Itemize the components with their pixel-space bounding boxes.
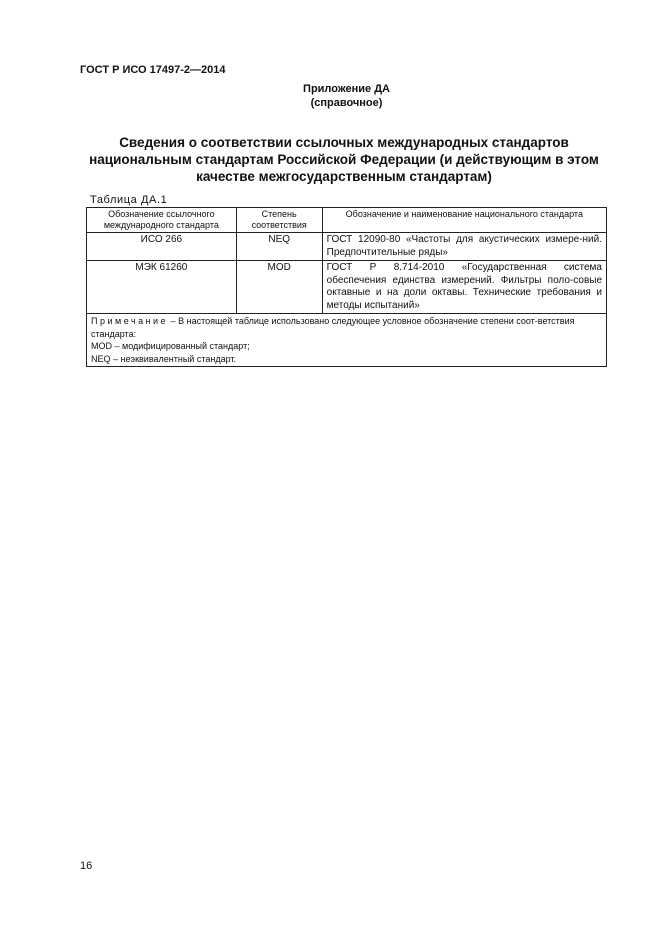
table-note bbox=[87, 314, 607, 367]
column-header-national: Обозначение и наименование национального стандарта bbox=[322, 208, 606, 233]
section-title-line-2: национальным стандартам Российской Федерации (и действующим в этом bbox=[89, 152, 599, 167]
table-row bbox=[87, 261, 607, 314]
note-label: Примечание bbox=[91, 316, 169, 326]
table-note-row bbox=[87, 314, 607, 367]
annex-subtitle: (справочное) bbox=[310, 97, 383, 109]
document-code: ГОСТ Р ИСО 17497-2—2014 bbox=[80, 64, 226, 76]
column-header-reference: Обозначение ссылочного международного стандарта bbox=[87, 208, 237, 233]
page-number: 16 bbox=[80, 860, 93, 872]
cell-degree: NEQ bbox=[236, 233, 322, 261]
annex-heading bbox=[0, 82, 661, 110]
note-neq-definition: NEQ – неэквивалентный стандарт. bbox=[91, 353, 237, 364]
section-title-line-3: качестве межгосударственным стандартам) bbox=[196, 169, 492, 184]
note-text: – В настоящей таблице использовано следующее условное обозначение степени соот-ветствия стандарта: bbox=[91, 316, 575, 339]
table-row bbox=[87, 233, 607, 261]
cell-national-standard: ГОСТ 12090-80 «Частоты для акустических измере-ний. Предпочтительные ряды» bbox=[322, 233, 606, 261]
cell-degree: MOD bbox=[236, 261, 322, 314]
correspondence-table bbox=[86, 207, 607, 367]
column-header-degree: Степень соответствия bbox=[236, 208, 322, 233]
table-header-row bbox=[87, 208, 607, 233]
table-caption: Таблица ДА.1 bbox=[90, 194, 168, 206]
section-title bbox=[80, 134, 608, 185]
section-title-line-1: Сведения о соответствии ссылочных международных стандартов bbox=[119, 135, 569, 150]
cell-reference-standard: МЭК 61260 bbox=[87, 261, 237, 314]
cell-national-standard: ГОСТ Р 8.714-2010 «Государственная система обеспечения единства измерений. Фильтры поло-совые октавные и на доли октавы. Технические требования и методы испытаний» bbox=[322, 261, 606, 314]
cell-reference-standard: ИСО 266 bbox=[87, 233, 237, 261]
note-mod-definition: MOD – модифицированный стандарт; bbox=[91, 341, 250, 351]
annex-title: Приложение ДА bbox=[303, 83, 390, 95]
